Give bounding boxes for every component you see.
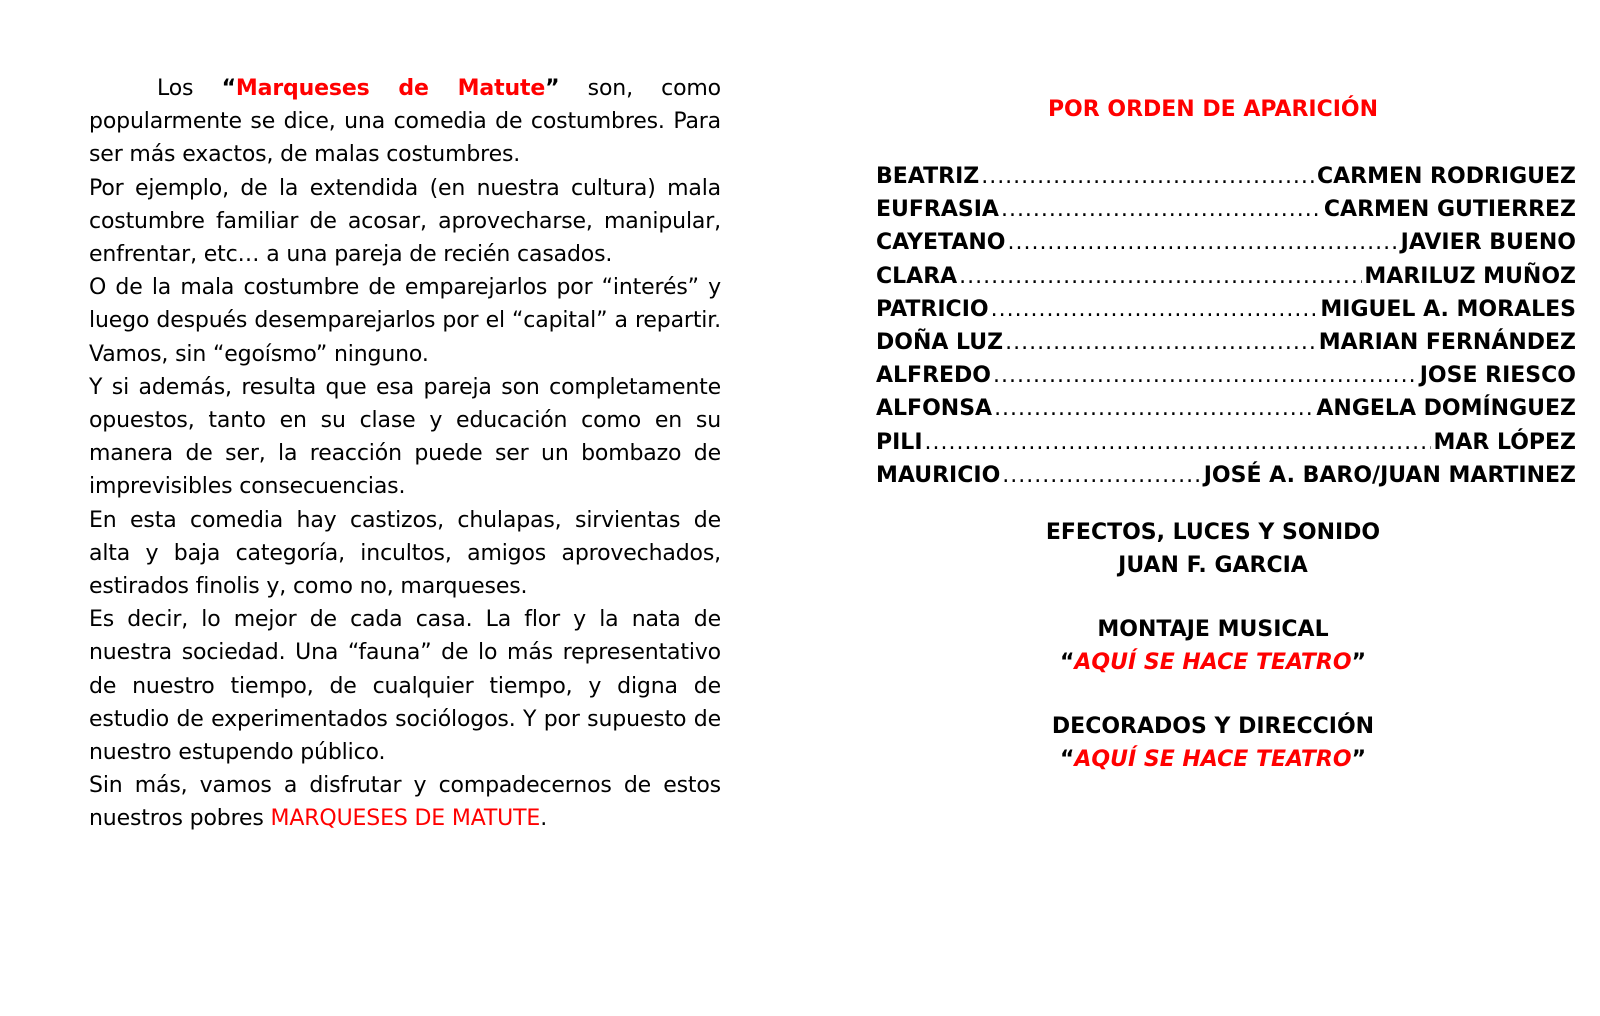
close-quote: ” — [1351, 747, 1367, 773]
credit-music — [876, 613, 1550, 679]
synopsis-paragraph-2: Por ejemplo, de la extendida (en nuestra cultura) mala costumbre familiar de acosar, aprovecharse, manipular, enfrentar, etc… a una pareja de recién casados. — [89, 175, 721, 268]
cast-actor: CARMEN RODRIGUEZ — [1316, 164, 1576, 189]
cast-actor: MARIAN FERNÁNDEZ — [1318, 329, 1576, 355]
cast-role: ALFONSA — [876, 396, 993, 422]
cast-row — [876, 463, 1576, 496]
cast-role: MAURICIO — [876, 462, 1001, 488]
play-title-closing: MARQUESES DE MATUTE — [270, 806, 541, 832]
credit-effects-title: EFECTOS, LUCES Y SONIDO — [1045, 520, 1381, 545]
synopsis-paragraph-7 — [89, 769, 721, 835]
credit-direction-title: DECORADOS Y DIRECCIÓN — [1051, 714, 1375, 739]
dot-leader — [959, 264, 1362, 289]
cast-row — [876, 430, 1576, 463]
dot-leader — [1007, 230, 1398, 255]
cast-row — [876, 197, 1576, 230]
credit-music-name: AQUÍ SE HACE TEATRO — [1074, 650, 1352, 676]
play-title-inline: Marqueses de Matute — [235, 76, 546, 101]
dot-leader — [925, 430, 1432, 455]
dot-leader — [991, 297, 1319, 322]
cast-actor: MAR LÓPEZ — [1433, 429, 1576, 455]
close-quote: ” — [545, 76, 560, 101]
synopsis-paragraph-5: En esta comedia hay castizos, chulapas, sirvientas de alta y baja categoría, incultos, amigos aprovechados, estirados finolis y, como no, marqueses. — [89, 507, 721, 600]
cast-list — [876, 164, 1576, 496]
close-quote: ” — [1351, 650, 1367, 676]
credit-effects — [876, 516, 1550, 582]
cast-row — [876, 164, 1576, 197]
cast-row — [876, 363, 1576, 396]
open-quote: “ — [221, 76, 236, 101]
synopsis-page — [89, 72, 721, 836]
dot-leader — [994, 396, 1314, 421]
cast-actor: CARMEN GUTIERREZ — [1323, 197, 1576, 223]
dot-leader — [1001, 197, 1322, 222]
dot-leader — [1002, 463, 1201, 488]
cast-heading: POR ORDEN DE APARICIÓN — [1047, 97, 1379, 122]
credit-direction-name-line — [876, 743, 1550, 776]
synopsis-paragraph-1 — [89, 72, 721, 172]
open-quote: “ — [1059, 747, 1075, 773]
synopsis-paragraph-4: Y si además, resulta que esa pareja son completamente opuestos, tanto en su clase y educación como en su manera de ser, la reacción puede ser un bombazo de imprevisibles consecuencias. — [89, 374, 721, 500]
cast-role: ALFREDO — [876, 363, 992, 389]
cast-actor: JOSÉ A. BARO/JUAN MARTINEZ — [1203, 462, 1576, 488]
synopsis-paragraph-3: O de la mala costumbre de emparejarlos por “interés” y luego después desemparejarlos por el “capital” a repartir. Vamos, sin “egoísmo” ninguno. — [89, 275, 721, 367]
synopsis-closing-text: Sin más, vamos a disfrutar y compadecernos de estos nuestros pobres — [89, 773, 721, 832]
cast-role: DOÑA LUZ — [876, 329, 1004, 355]
synopsis-paragraph-6: Es decir, lo mejor de cada casa. La flor y la nata de nuestra sociedad. Una “fauna” de lo más representativo de nuestro tiempo, de cualquier tiempo, y digna de estudio de experimentados sociólogos. Y por supuesto de nuestro estupendo público. — [89, 607, 721, 766]
cast-role: PATRICIO — [876, 296, 989, 322]
closing-period: . — [540, 806, 548, 832]
cast-row — [876, 396, 1576, 429]
credit-effects-name: JUAN F. GARCIA — [1118, 553, 1308, 579]
cast-actor: MIGUEL A. MORALES — [1320, 296, 1576, 322]
credit-direction — [876, 710, 1550, 776]
cast-role: BEATRIZ — [876, 164, 980, 189]
cast-row — [876, 264, 1576, 297]
dot-leader — [1005, 330, 1317, 355]
cast-role: CAYETANO — [876, 230, 1006, 256]
cast-actor: MARILUZ MUÑOZ — [1364, 263, 1576, 289]
cast-row — [876, 330, 1576, 363]
cast-actor: ANGELA DOMÍNGUEZ — [1316, 396, 1576, 422]
synopsis-text: son, como popularmente se dice, una comedia de costumbres. Para ser más exactos, de malas costumbres. — [89, 76, 721, 168]
credit-direction-name: AQUÍ SE HACE TEATRO — [1074, 747, 1352, 773]
cast-row — [876, 297, 1576, 330]
cast-role: EUFRASIA — [876, 197, 999, 223]
cast-role: CLARA — [876, 263, 958, 289]
dot-leader — [981, 164, 1315, 189]
credit-music-title: MONTAJE MUSICAL — [1097, 617, 1329, 642]
dot-leader — [993, 363, 1418, 388]
synopsis-lead: Los — [157, 76, 222, 101]
credit-music-name-line — [876, 646, 1550, 679]
open-quote: “ — [1059, 650, 1075, 676]
cast-role: PILI — [876, 429, 923, 455]
cast-actor: JAVIER BUENO — [1400, 230, 1576, 256]
cast-actor: JOSE RIESCO — [1419, 363, 1576, 389]
cast-row — [876, 230, 1576, 263]
cast-page — [876, 0, 1576, 1016]
